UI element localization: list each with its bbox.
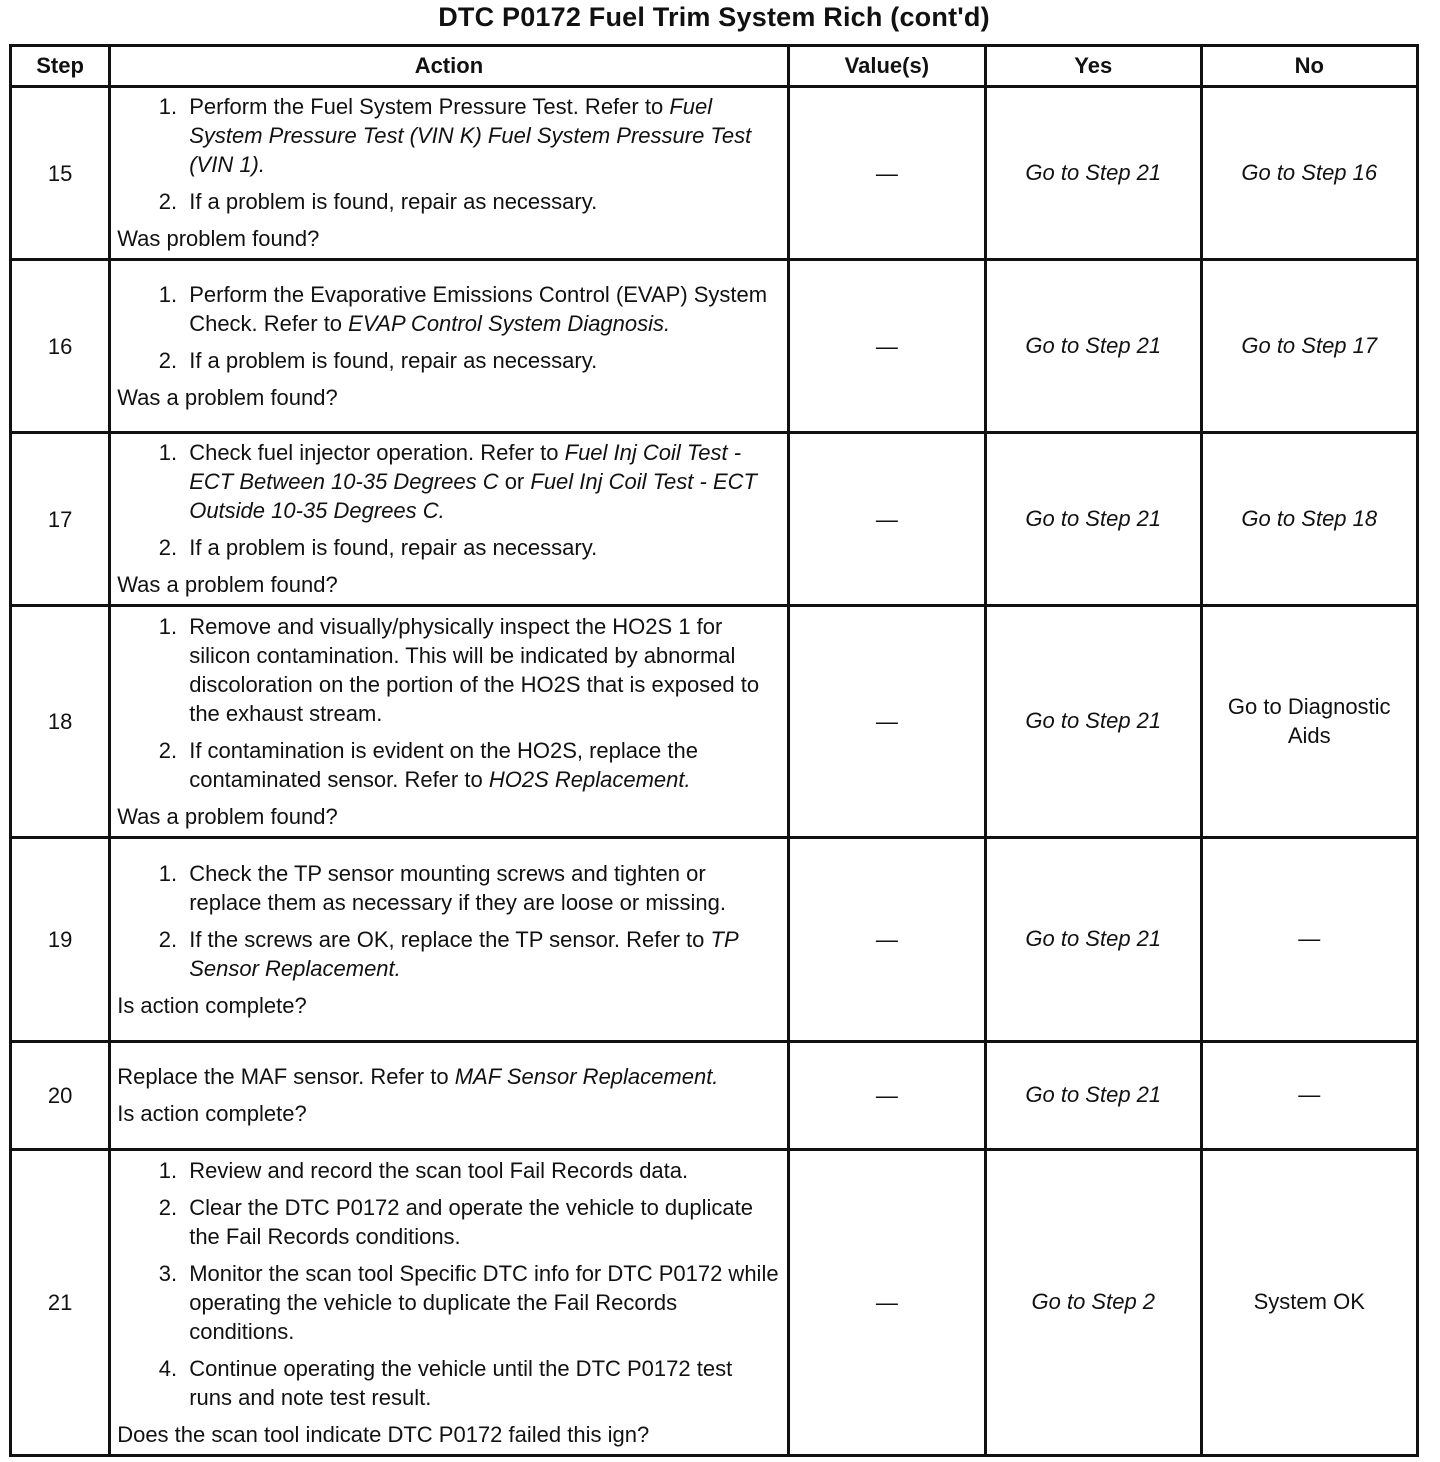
list-item: 3. Monitor the scan tool Specific DTC info for DTC P0172 while operating the vehicle to duplicate the Fail Records conditions. <box>183 1259 780 1346</box>
value-cell: — <box>788 838 985 1042</box>
table-row <box>11 606 1418 838</box>
action-cell <box>110 838 788 1042</box>
step-number: 21 <box>11 1150 110 1456</box>
step-number: 17 <box>11 433 110 606</box>
no-cell: Go to Diagnostic Aids <box>1201 606 1418 838</box>
question-text: Does the scan tool indicate DTC P0172 failed this ign? <box>117 1421 650 1447</box>
step-number: 15 <box>11 87 110 260</box>
question-text: Is action complete? <box>117 992 307 1018</box>
action-cell <box>110 433 788 606</box>
reference-link: EVAP Control System Diagnosis. <box>348 310 671 336</box>
action-list <box>117 612 780 794</box>
action-list <box>117 1156 780 1412</box>
action-cell <box>110 260 788 433</box>
table-row <box>11 1150 1418 1456</box>
list-item: 1. Remove and visually/physically inspect the HO2S 1 for silicon contamination. This will be indicated by abnormal discoloration on the portion of the HO2S that is exposed to the exhaust stream. <box>183 612 780 728</box>
header-values: Value(s) <box>788 46 985 87</box>
page-title: DTC P0172 Fuel Trim System Rich (cont'd) <box>438 2 990 32</box>
yes-cell: Go to Step 21 <box>986 433 1201 606</box>
list-item: 1. Perform the Evaporative Emissions Control (EVAP) System Check. Refer to EVAP Control System Diagnosis. <box>183 280 780 338</box>
reference-link: TP Sensor Replacement. <box>189 926 738 981</box>
yes-cell: Go to Step 21 <box>986 606 1201 838</box>
action-cell <box>110 1042 788 1150</box>
list-item: 2. If contamination is evident on the HO2S, replace the contaminated sensor. Refer to HO2S Replacement. <box>183 736 780 794</box>
step-number: 18 <box>11 606 110 838</box>
yes-cell: Go to Step 21 <box>986 1042 1201 1150</box>
action-cell <box>110 1150 788 1456</box>
action-list <box>117 280 780 375</box>
table-header-row <box>11 46 1418 87</box>
header-action: Action <box>110 46 788 87</box>
action-list <box>117 92 780 216</box>
no-cell: System OK <box>1201 1150 1418 1456</box>
step-number: 16 <box>11 260 110 433</box>
list-item: 2. If the screws are OK, replace the TP sensor. Refer to TP Sensor Replacement. <box>183 925 780 983</box>
diagnostic-table <box>9 44 1419 1457</box>
list-item: 1. Check the TP sensor mounting screws and tighten or replace them as necessary if they are loose or missing. <box>183 859 780 917</box>
action-cell <box>110 606 788 838</box>
value-cell: — <box>788 606 985 838</box>
action-text: Replace the MAF sensor. Refer to MAF Sensor Replacement. <box>117 1064 719 1089</box>
list-item: 1. Review and record the scan tool Fail Records data. <box>183 1156 780 1185</box>
action-list <box>117 438 780 562</box>
table-row <box>11 1042 1418 1150</box>
value-cell: — <box>788 433 985 606</box>
reference-link: HO2S Replacement. <box>488 766 691 792</box>
list-item: 2. If a problem is found, repair as necessary. <box>183 533 780 562</box>
header-step: Step <box>11 46 110 87</box>
yes-cell: Go to Step 2 <box>986 1150 1201 1456</box>
header-yes: Yes <box>986 46 1201 87</box>
value-cell: — <box>788 260 985 433</box>
reference-link: Fuel System Pressure Test (VIN K) Fuel System Pressure Test (VIN 1). <box>189 94 752 177</box>
list-item: 4. Continue operating the vehicle until the DTC P0172 test runs and note test result. <box>183 1354 780 1412</box>
no-cell: — <box>1201 838 1418 1042</box>
value-cell: — <box>788 87 985 260</box>
list-item: 2. If a problem is found, repair as necessary. <box>183 187 780 216</box>
table-row <box>11 260 1418 433</box>
step-number: 19 <box>11 838 110 1042</box>
table-row <box>11 838 1418 1042</box>
no-cell: — <box>1201 1042 1418 1150</box>
no-cell: Go to Step 18 <box>1201 433 1418 606</box>
question-text: Was a problem found? <box>117 384 338 410</box>
list-item: 2. Clear the DTC P0172 and operate the vehicle to duplicate the Fail Records conditions. <box>183 1193 780 1251</box>
reference-link: Fuel Inj Coil Test - ECT Outside 10-35 Degrees C. <box>189 469 757 523</box>
no-cell: Go to Step 17 <box>1201 260 1418 433</box>
no-cell: Go to Step 16 <box>1201 87 1418 260</box>
table-row <box>11 87 1418 260</box>
table-row <box>11 433 1418 606</box>
value-cell: — <box>788 1042 985 1150</box>
action-list <box>117 859 780 983</box>
question-text: Is action complete? <box>117 1101 307 1126</box>
step-number: 20 <box>11 1042 110 1150</box>
reference-link: Fuel Inj Coil Test - ECT Between 10-35 Degrees C <box>189 440 742 494</box>
yes-cell: Go to Step 21 <box>986 87 1201 260</box>
question-text: Was problem found? <box>117 226 320 251</box>
yes-cell: Go to Step 21 <box>986 838 1201 1042</box>
header-no: No <box>1201 46 1418 87</box>
question-text: Was a problem found? <box>117 803 338 829</box>
value-cell: — <box>788 1150 985 1456</box>
question-text: Was a problem found? <box>117 572 338 597</box>
list-item: 2. If a problem is found, repair as necessary. <box>183 346 780 375</box>
yes-cell: Go to Step 21 <box>986 260 1201 433</box>
reference-link: MAF Sensor Replacement. <box>454 1064 719 1089</box>
action-cell <box>110 87 788 260</box>
list-item: 1. Perform the Fuel System Pressure Test. Refer to Fuel System Pressure Test (VIN K) Fuel System Pressure Test (VIN 1). <box>183 92 780 179</box>
list-item: 1. Check fuel injector operation. Refer to Fuel Inj Coil Test - ECT Between 10-35 Degrees C or Fuel Inj Coil Test - ECT Outside 10-35 Degrees C. <box>183 438 780 525</box>
